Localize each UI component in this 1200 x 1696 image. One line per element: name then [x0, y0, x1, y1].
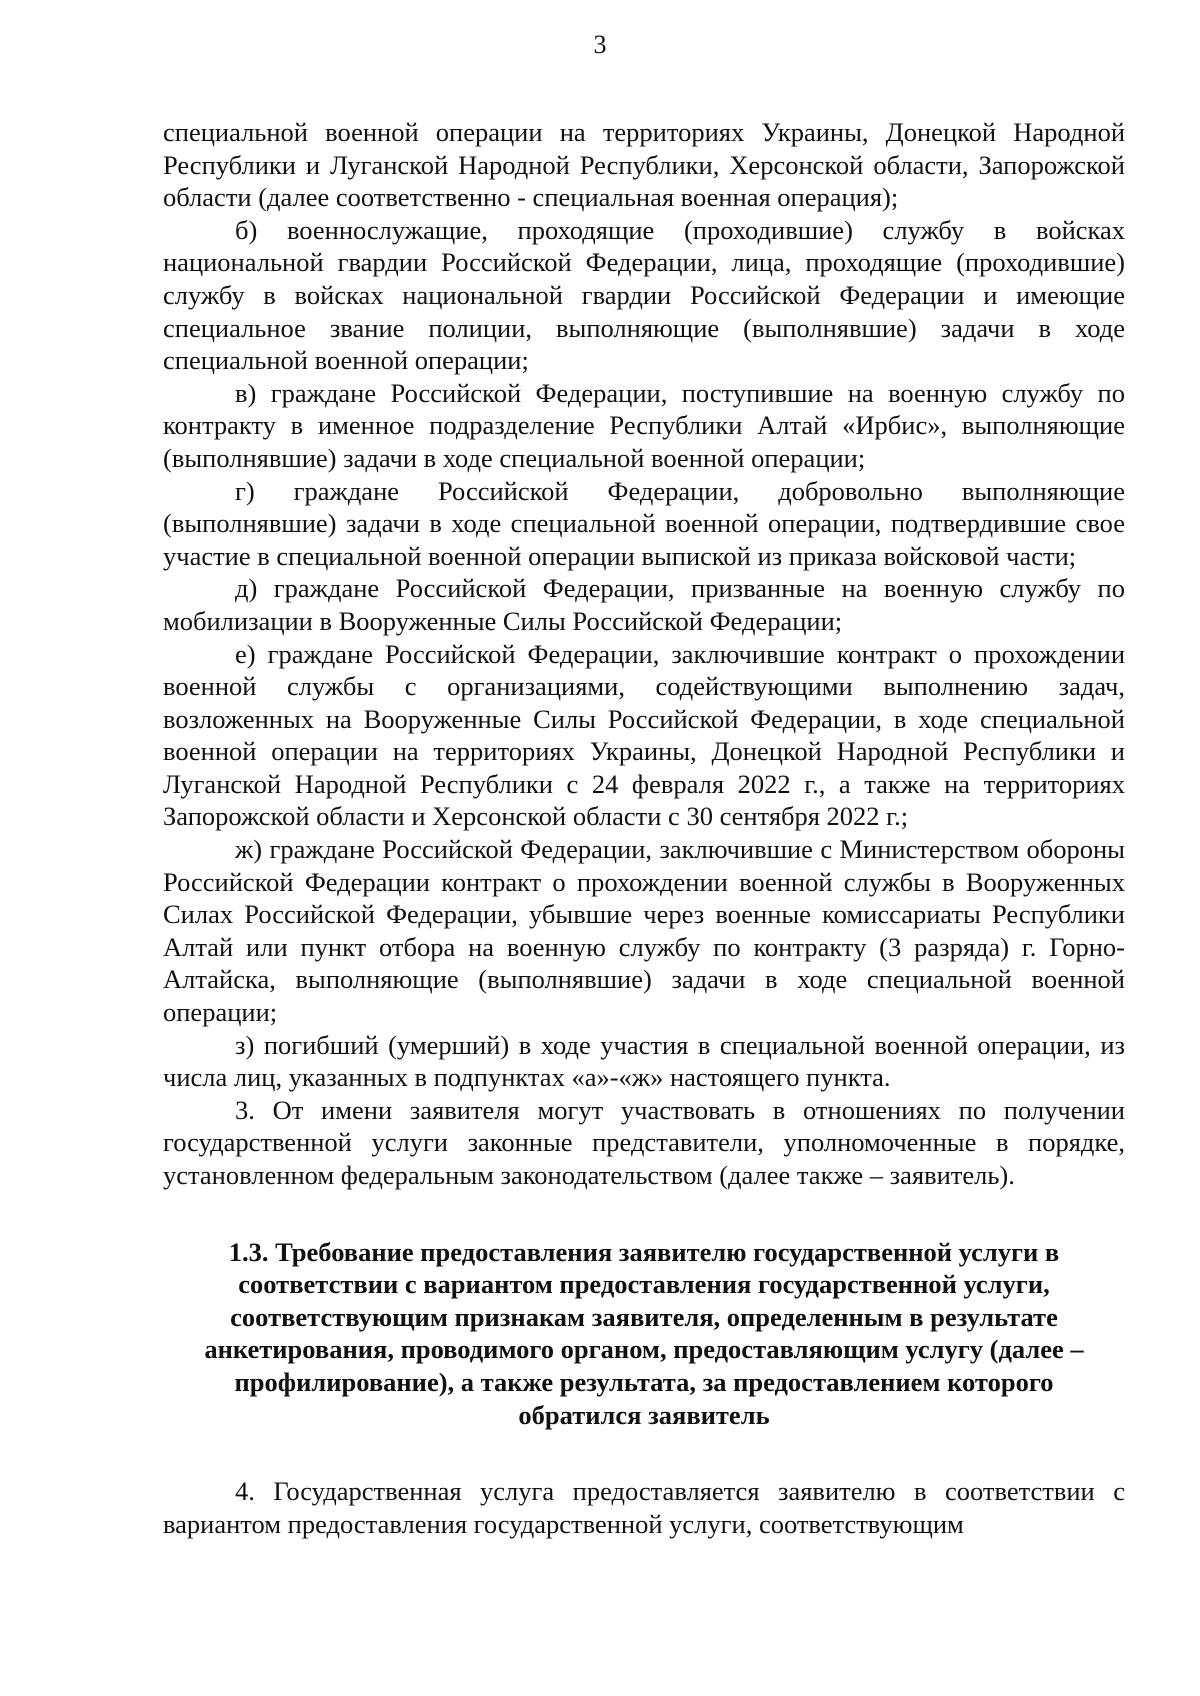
paragraph-continuation: специальной военной операции на территориях Украины, Донецкой Народной Республики и Луганской Народной Республики, Херсонской области, Запорожской области (далее соответственно - специальная военная операция);: [163, 117, 1125, 213]
paragraph-item-zh: ж) граждане Российской Федерации, заключившие с Министерством обороны Российской Федерации контракт о прохождении военной службы в Вооруженных Силах Российской Федерации, убывшие через военные комиссариаты Республики Алтай или пункт отбора на военную службу по контракту (3 разряда) г. Горно-Алтайска, выполняющие (выполнявшие) задачи в ходе специальной военной операции;: [163, 834, 1125, 1028]
paragraph-item-z: з) погибший (умерший) в ходе участия в специальной военной операции, из числа лиц, указанных в подпунктах «а»-«ж» настоящего пункта.: [163, 1029, 1125, 1093]
document-body: [163, 116, 1125, 1540]
paragraph-item-e: е) граждане Российской Федерации, заключившие контракт о прохождении военной службы с организациями, содействующими выполнению задач, возложенных на Вооруженные Силы Российской Федерации, в ходе специальной военной операции на территориях Украины, Донецкой Народной Республики и Луганской Народной Республики с 24 февраля 2022 г., а также на территориях Запорожской области и Херсонской области с 30 сентября 2022 г.;: [163, 638, 1125, 832]
paragraph-item-b: б) военнослужащие, проходящие (проходившие) службу в войсках национальной гвардии Российской Федерации, лица, проходящие (проходившие) службу в войсках национальной гвардии Российской Федерации и имеющие специальное звание полиции, выполняющие (выполнявшие) задачи в ходе специальной военной операции;: [163, 214, 1125, 376]
paragraph-item-v: в) граждане Российской Федерации, поступившие на военную службу по контракту в именное подразделение Республики Алтай «Ирбис», выполняющие (выполнявшие) задачи в ходе специальной военной операции;: [163, 377, 1125, 473]
paragraph-item-d: д) граждане Российской Федерации, призванные на военную службу по мобилизации в Вооруженные Силы Российской Федерации;: [163, 573, 1125, 636]
paragraph-3: 3. От имени заявителя могут участвовать в отношениях по получении государственной услуги законные представители, уполномоченные в порядке, установленном федеральным законодательством (далее также – заявитель).: [163, 1094, 1125, 1190]
section-heading: 1.3. Требование предоставления заявителю государственной услуги в соответствии с вариантом предоставления государственной услуги, соответствующим признакам заявителя, определенным в результате анкетирования, проводимого органом, предоставляющим услугу (далее – профилирование), а также результата, за предоставлением которого обратился заявитель: [204, 1236, 1084, 1430]
page-number: 3: [593, 30, 607, 59]
paragraph-item-g: г) граждане Российской Федерации, добровольно выполняющие (выполнявшие) задачи в ходе специальной военной операции, подтвердившие свое участие в специальной военной операции выпиской из приказа войсковой части;: [163, 475, 1125, 571]
paragraph-4: 4. Государственная услуга предоставляется заявителю в соответствии с вариантом предоставления государственной услуги, соответствующим: [163, 1476, 1125, 1539]
